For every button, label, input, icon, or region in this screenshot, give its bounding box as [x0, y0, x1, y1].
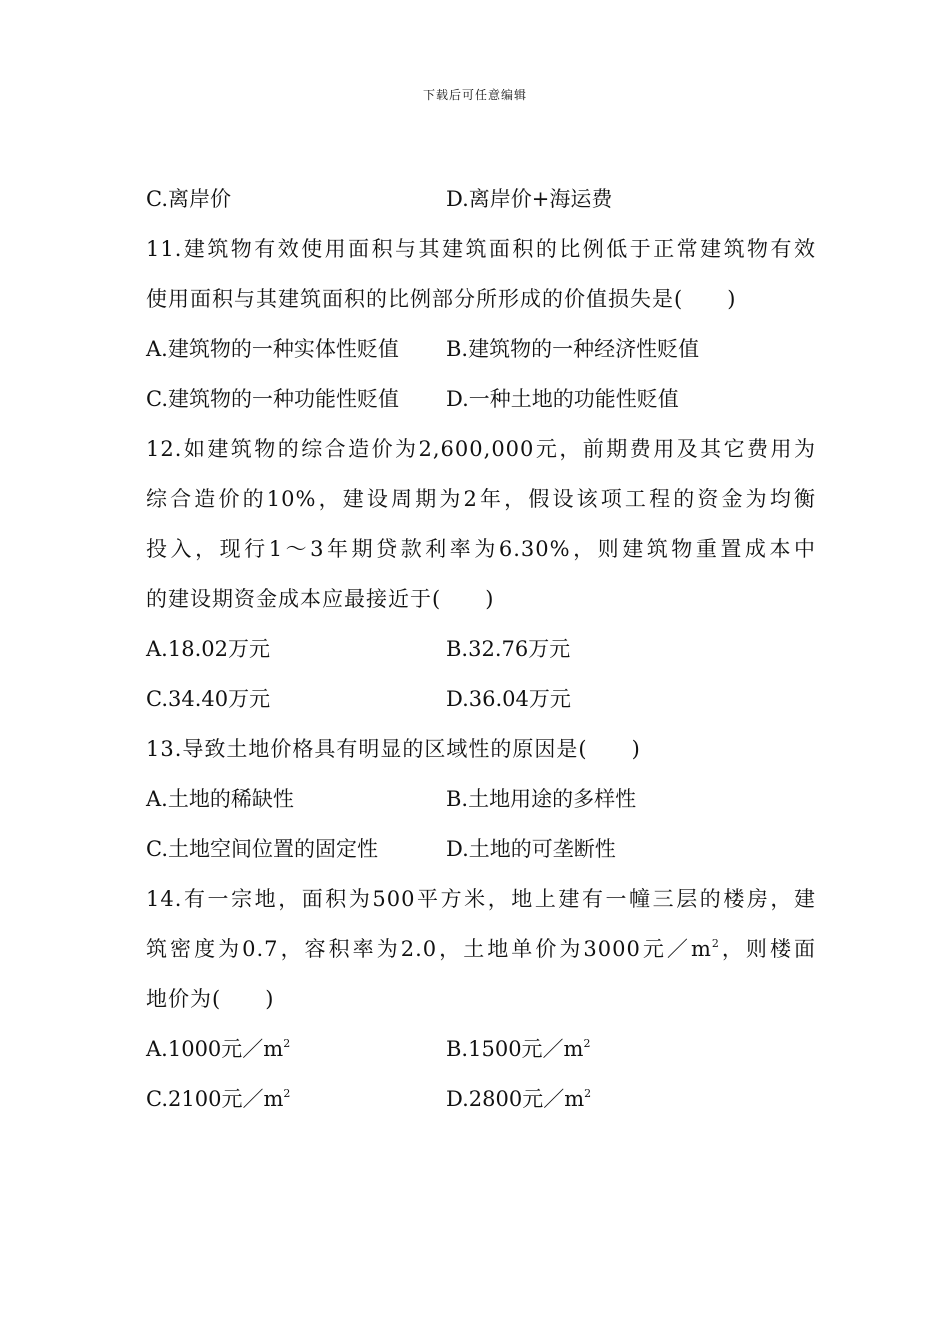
superscript-2: 2: [584, 1087, 592, 1100]
q12-options-row-cd: [146, 678, 816, 728]
q13-option-b: B.土地用途的多样性: [446, 787, 637, 811]
q12-stem-line-4: 的建设期资金成本应最接近于( ): [146, 587, 495, 611]
q12-option-c: C.34.40万元: [146, 687, 271, 711]
q14-option-b: [446, 1028, 590, 1070]
q11-stem-line-1: 11.建筑物有效使用面积与其建筑面积的比例低于正常建筑物有效: [146, 237, 816, 261]
q10-option-d: D.离岸价+海运费: [446, 187, 613, 211]
superscript-2: 2: [283, 1037, 291, 1050]
q13-options-row-cd: [146, 828, 816, 878]
q11-option-d: D.一种土地的功能性贬值: [446, 387, 679, 411]
q12-stem-line-1: 12.如建筑物的综合造价为2,600,000元，前期费用及其它费用为: [146, 437, 816, 461]
q14-stem-line-1: 14.有一宗地，面积为500平方米，地上建有一幢三层的楼房，建: [146, 887, 816, 911]
q11-option-c: C.建筑物的一种功能性贬值: [146, 387, 399, 411]
document-body: [146, 178, 816, 1128]
q13-stem-line-1: 13.导致土地价格具有明显的区域性的原因是( ): [146, 737, 641, 761]
q13-option-d: D.土地的可垄断性: [446, 837, 616, 861]
q12-stem-line-3: 投入，现行1～3年期贷款利率为6.30%，则建筑物重置成本中: [146, 537, 816, 561]
q14-stem-line-2: [146, 928, 816, 978]
q14-options-row-ab: [146, 1028, 816, 1078]
q11-options-row-ab: [146, 328, 816, 378]
q14-stem-line-2-tail: ，则楼面: [719, 937, 816, 961]
q13-options-row-ab: [146, 778, 816, 828]
q11-option-b: B.建筑物的一种经济性贬值: [446, 337, 700, 361]
q14-option-a-text: A.1000元／m: [146, 1037, 284, 1061]
q14-option-d-text: D.2800元／m: [446, 1087, 585, 1111]
q11-options-row-cd: [146, 378, 816, 428]
q14-option-d: [446, 1078, 591, 1120]
q12-option-b: B.32.76万元: [446, 637, 571, 661]
q14-stem-line-2-text: 筑密度为0.7，容积率为2.0，土地单价为3000元／m: [146, 937, 712, 961]
q14-options-row-cd: [146, 1078, 816, 1128]
q10-option-c: C.离岸价: [146, 187, 231, 211]
q11-stem-line-2: 使用面积与其建筑面积的比例部分所形成的价值损失是( ): [146, 287, 737, 311]
q12-stem-line-2: 综合造价的10%，建设周期为2年，假设该项工程的资金为均衡: [146, 487, 816, 511]
q14-stem-line-3: 地价为( ): [146, 987, 275, 1011]
q14-option-b-text: B.1500元／m: [446, 1037, 584, 1061]
page-header: 下载后可任意编辑: [422, 88, 527, 102]
q13-option-c: C.土地空间位置的固定性: [146, 837, 378, 861]
q11-option-a: A.建筑物的一种实体性贬值: [146, 337, 399, 361]
superscript-2: 2: [711, 937, 720, 950]
q13-option-a: A.土地的稀缺性: [146, 787, 294, 811]
q14-option-a: [146, 1028, 290, 1070]
q12-option-d: D.36.04万元: [446, 687, 571, 711]
q10-options-row-cd: [146, 178, 816, 228]
q12-options-row-ab: [146, 628, 816, 678]
superscript-2: 2: [583, 1037, 591, 1050]
q14-option-c-text: C.2100元／m: [146, 1087, 284, 1111]
superscript-2: 2: [283, 1087, 291, 1100]
q14-option-c: [146, 1078, 290, 1120]
q12-option-a: A.18.02万元: [146, 637, 270, 661]
